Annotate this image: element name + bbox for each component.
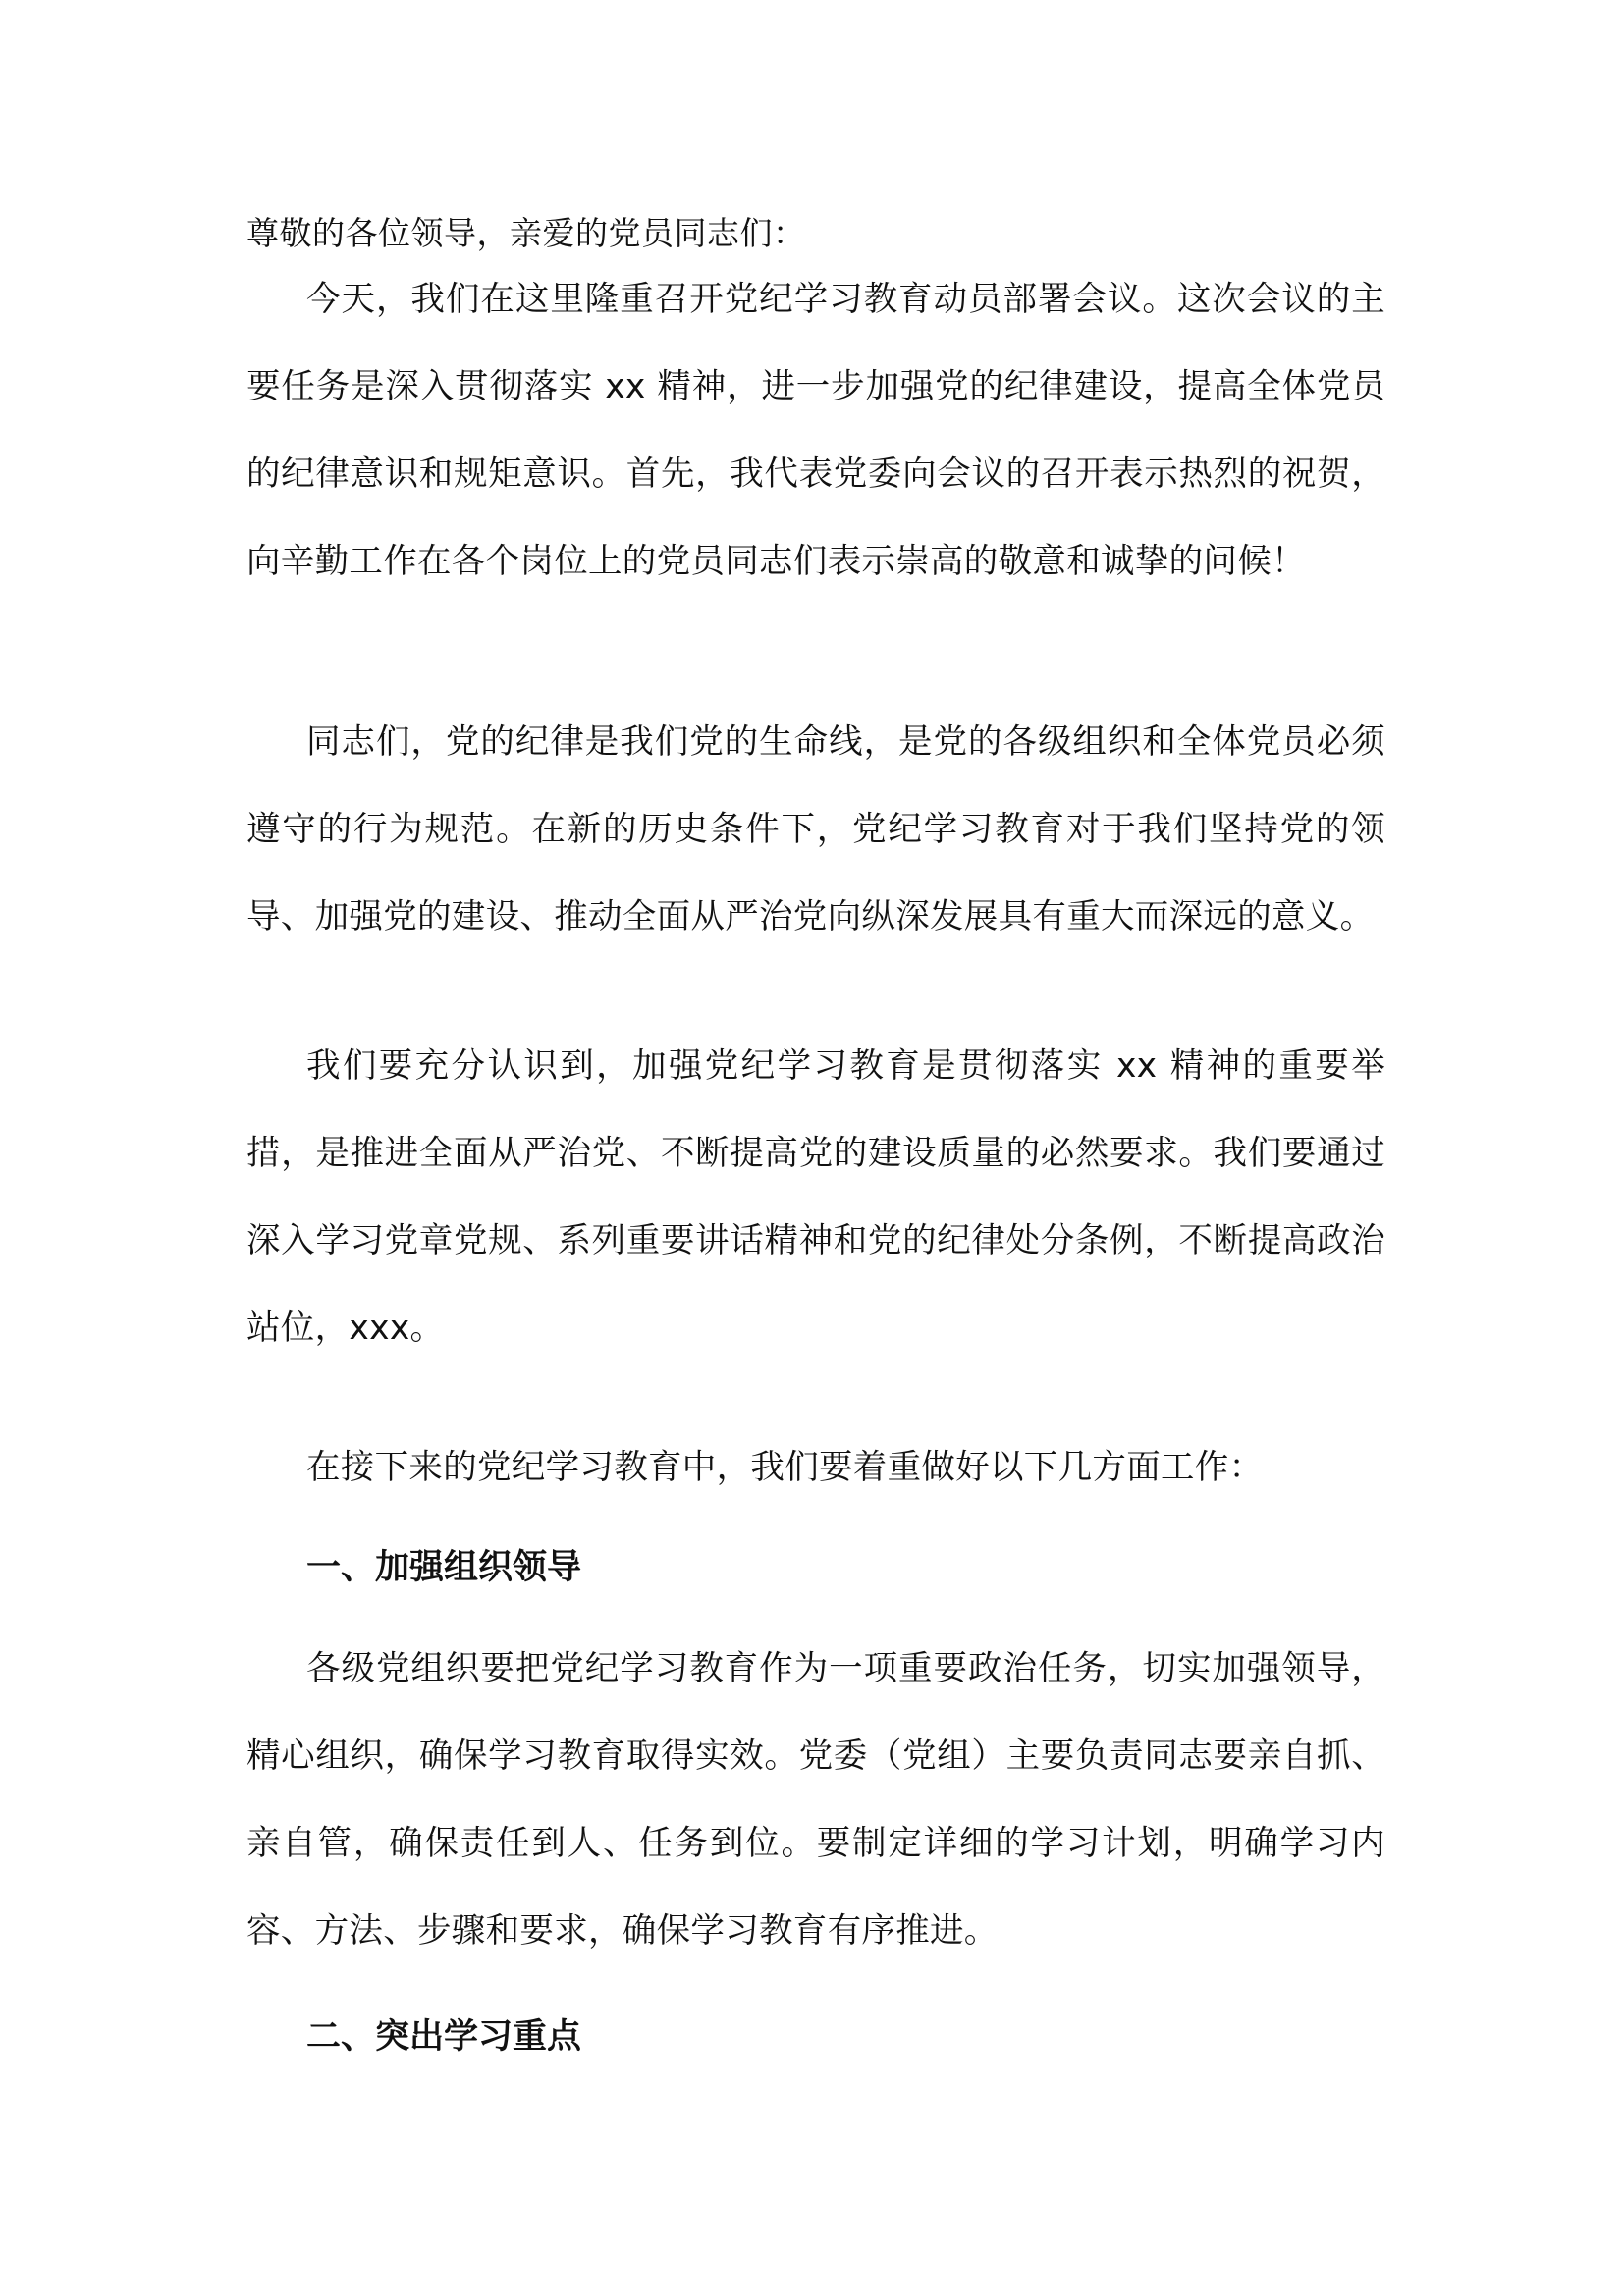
section-heading-2: 二、突出学习重点 xyxy=(306,2017,582,2056)
paragraph-opening: 今天，我们在这里隆重召开党纪学习教育动员部署会议。这次会议的主要任务是深入贯彻落实 xx 精神，进一步加强党的纪律建设，提高全体党员的纪律意识和规矩意识。首先，我代表党委向会议的召开表示热烈的祝贺，向辛勤工作在各个岗位上的党员同志们表示崇高的敬意和诚挚的问候！ xyxy=(246,280,1385,581)
body-paragraph-1 xyxy=(246,256,1385,606)
salutation: 尊敬的各位领导，亲爱的党员同志们： xyxy=(246,214,806,252)
section-1 xyxy=(246,1524,1385,1612)
paragraph-discipline-importance: 同志们，党的纪律是我们党的生命线，是党的各级组织和全体党员必须遵守的行为规范。在新的历史条件下，党纪学习教育对于我们坚持党的领导、加强党的建设、推动全面从严治党向纵深发展具有重大而深远的意义。 xyxy=(246,722,1385,936)
section-1-body xyxy=(246,1626,1385,1975)
section-heading-1: 一、加强组织领导 xyxy=(306,1548,582,1587)
paragraph-work-intro: 在接下来的党纪学习教育中，我们要着重做好以下几方面工作： xyxy=(306,1448,1264,1487)
paragraph-organization: 各级党组织要把党纪学习教育作为一项重要政治任务，切实加强领导，精心组织，确保学习教育取得实效。党委（党组）主要负责同志要亲自抓、亲自管，确保责任到人、任务到位。要制定详细的学习计划，明确学习内容、方法、步骤和要求，确保学习教育有序推进。 xyxy=(246,1649,1385,1950)
body-paragraph-3 xyxy=(246,1023,1385,1372)
body-paragraph-2 xyxy=(246,699,1385,961)
body-paragraph-4 xyxy=(246,1424,1385,1512)
section-2 xyxy=(246,1994,1385,2081)
paragraph-understanding: 我们要充分认识到，加强党纪学习教育是贯彻落实 xx 精神的重要举措，是推进全面从严治党、不断提高党的建设质量的必然要求。我们要通过深入学习党章党规、系列重要讲话精神和党的纪律处分条例，不断提高政治站位，xxx。 xyxy=(246,1046,1385,1348)
